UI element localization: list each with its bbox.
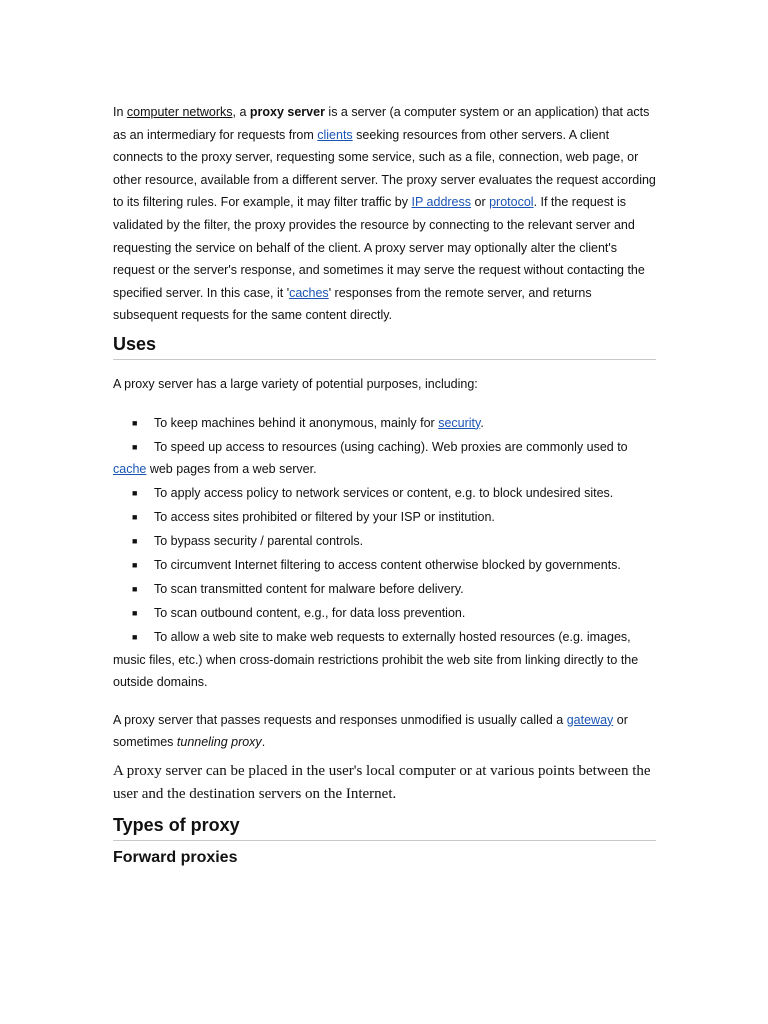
intro-text: In [113,105,127,119]
bullet-icon: ■ [132,417,138,428]
uses-intro: A proxy server has a large variety of potential purposes, including: [113,376,478,391]
link-computer-networks[interactable]: computer networks [126,105,233,119]
link-gateway[interactable]: gateway [566,712,614,727]
heading-types-of-proxy: Types of proxy [113,813,656,841]
uses-list [113,412,656,694]
list-item-text: To bypass security / parental controls. [154,534,364,549]
intro-text: , a [232,105,250,119]
list-item-text: To circumvent Internet filtering to access content otherwise blocked by governments. [154,558,621,573]
list-item-text: To scan transmitted content for malware before delivery. [154,582,464,597]
link-cache[interactable]: cache [113,462,147,477]
bullet-icon: ■ [132,608,138,619]
bullet-icon: ■ [132,536,138,547]
list-item [113,412,656,435]
bullet-icon: ■ [132,632,138,642]
list-item [113,482,656,505]
list-item-text: To access sites prohibited or filtered by your ISP or institution. [154,510,495,525]
intro-text: or [471,195,490,210]
heading-uses: Uses [113,332,656,360]
intro-text: seeking resources from other servers. A client connects to the proxy server, requesting some service, such as a file, connection, web page, or other resource, available from a different server. The proxy server evaluates the request according to its filtering rules. For example, it may filter traffic by [113,127,656,210]
bullet-icon: ■ [132,584,138,595]
list-item [113,554,656,577]
bullet-icon: ■ [132,488,138,499]
bullet-icon: ■ [132,512,138,523]
gateway-paragraph [113,709,656,754]
list-item [113,436,656,481]
bullet-icon: ■ [132,560,138,571]
term-proxy-server: proxy server [249,105,325,119]
list-item [113,578,656,601]
list-item [113,506,656,529]
link-clients[interactable]: clients [317,127,353,142]
list-item [113,530,656,553]
heading-forward-proxies: Forward proxies [113,848,238,866]
document-page [113,101,656,869]
list-item-text: To keep machines behind it anonymous, mainly for [154,415,439,430]
link-ip-address[interactable]: IP address [411,195,472,210]
intro-text: ' responses from the remote server, and returns subsequent requests for the same content directly. [113,285,592,323]
list-item-text: web pages from a web server. [146,462,317,477]
link-caches[interactable]: caches [289,285,329,300]
list-item-text: To allow a web site to make web requests to externally hosted resources (e.g. images, music files, etc.) when cross-domain restrictions prohibit the web site from linking directly to the outside domains. [113,630,639,690]
list-item-text: To speed up access to resources (using caching). Web proxies are commonly used to [154,439,628,454]
gateway-text: . [261,735,266,750]
list-item [113,602,656,625]
bullet-icon: ■ [132,441,138,452]
gateway-text: A proxy server that passes requests and responses unmodified is usually called a [113,712,567,727]
list-item [113,626,656,694]
link-security[interactable]: security [438,415,481,430]
placement-paragraph: A proxy server can be placed in the user's local computer or at various points between the user and the destination servers on the Internet. [113,762,651,802]
intro-text: is a server (a computer system or an application) that acts as an intermediary for requests from [113,105,650,142]
list-item-text: To scan outbound content, e.g., for data loss prevention. [154,606,466,621]
gateway-text: or sometimes [113,712,628,750]
intro-paragraph [113,101,656,327]
list-item-text: To apply access policy to network services or content, e.g. to block undesired sites. [154,486,614,501]
link-protocol[interactable]: protocol [489,195,534,210]
list-item-text: . [480,415,484,430]
intro-text: . If the request is validated by the filter, the proxy provides the resource by connecting to the relevant server and requesting the service on behalf of the client. A proxy server may optionally alter the client's request or the server's response, and sometimes it may serve the request without contacting the specified server. In this case, it ' [113,195,645,300]
term-tunneling-proxy: tunneling proxy [176,735,262,750]
